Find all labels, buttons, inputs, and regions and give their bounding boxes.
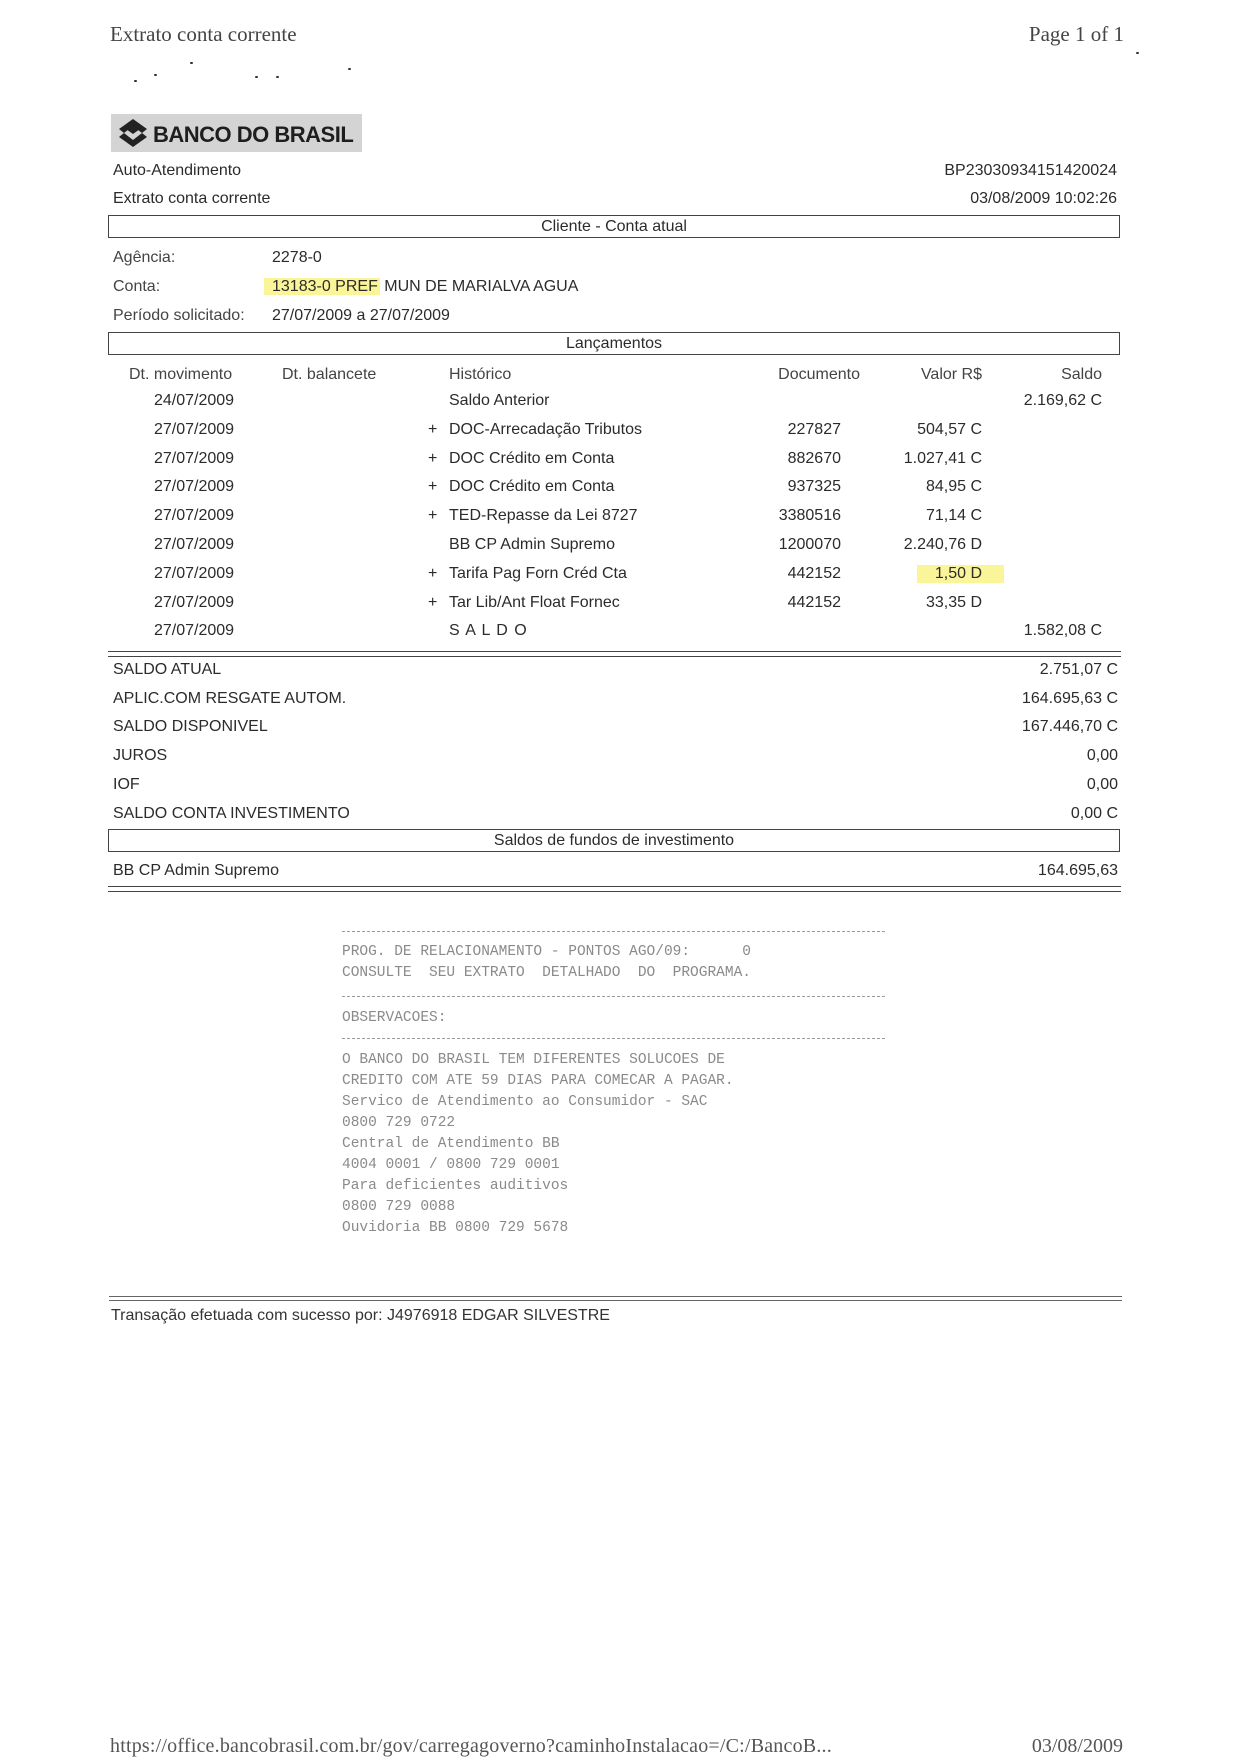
historico-cell: BB CP Admin Supremo: [449, 536, 616, 553]
dashed-separator: [342, 1038, 885, 1039]
statement-datetime: 03/08/2009 10:02:26: [970, 190, 1117, 207]
periodo-label: Período solicitado:: [113, 307, 245, 324]
table-row: [0, 565, 1248, 594]
scan-speck: [255, 76, 258, 78]
observacao-line: 0800 729 0088: [342, 1199, 456, 1215]
valor-cell: 2.240,76 D: [903, 536, 982, 553]
conta-value: [264, 278, 578, 296]
funds-section-header: Saldos de fundos de investimento: [108, 829, 1120, 852]
table-row: [0, 421, 1248, 450]
funds-divider: [108, 886, 1121, 892]
agencia-value: 2278-0: [272, 249, 322, 266]
dt-movimento-cell: 24/07/2009: [154, 392, 235, 409]
sign-cell: +: [428, 565, 438, 582]
summary-value: 0,00: [1086, 747, 1118, 764]
historico-cell: DOC Crédito em Conta: [449, 478, 615, 495]
print-footer-url: https://office.bancobrasil.com.br/gov/carregagoverno?caminhoInstalacao=/C:/BancoB...: [110, 1735, 832, 1757]
table-row: [0, 507, 1248, 536]
summary-value: 0,00: [1086, 776, 1118, 793]
print-footer-date: 03/08/2009: [1031, 1735, 1123, 1757]
sign-cell: +: [428, 450, 438, 467]
transaction-confirmation: Transação efetuada com sucesso por: J4976918 EDGAR SILVESTRE: [111, 1307, 610, 1324]
fund-name: BB CP Admin Supremo: [113, 862, 280, 879]
summary-label: SALDO CONTA INVESTIMENTO: [113, 805, 350, 822]
scan-speck: [154, 74, 157, 76]
observacao-line: O BANCO DO BRASIL TEM DIFERENTES SOLUCOES DE: [342, 1052, 725, 1068]
scan-speck: [1136, 52, 1139, 54]
summary-row: [0, 718, 1248, 746]
table-row: [0, 478, 1248, 507]
col-saldo: Saldo: [1061, 366, 1102, 383]
dashed-separator: [342, 996, 885, 997]
table-divider: [108, 651, 1121, 657]
bank-logo: [111, 114, 362, 152]
print-header-title: Extrato conta corrente: [110, 22, 297, 46]
col-valor: Valor R$: [920, 366, 982, 383]
historico-cell: DOC Crédito em Conta: [449, 450, 615, 467]
summary-row: [0, 747, 1248, 775]
table-row: [0, 622, 1248, 651]
observacao-line: 0800 729 0722: [342, 1115, 456, 1131]
saldo-cell: 2.169,62 C: [1023, 392, 1102, 409]
historico-cell: Tar Lib/Ant Float Fornec: [449, 594, 620, 611]
documento-cell: 3380516: [778, 507, 841, 524]
observacao-line: CREDITO COM ATE 59 DIAS PARA COMECAR A PAGAR.: [342, 1073, 734, 1089]
dt-movimento-cell: 27/07/2009: [154, 594, 235, 611]
observacao-line: Servico de Atendimento ao Consumidor - SAC: [342, 1094, 708, 1110]
observacao-line: Ouvidoria BB 0800 729 5678: [342, 1220, 569, 1236]
summary-value: 2.751,07 C: [1039, 661, 1118, 678]
observacao-line: 4004 0001 / 0800 729 0001: [342, 1157, 560, 1173]
documento-cell: 882670: [787, 450, 841, 467]
summary-value: 167.446,70 C: [1021, 718, 1118, 735]
col-documento: Documento: [778, 366, 860, 383]
dt-movimento-cell: 27/07/2009: [154, 622, 235, 639]
document-type: Extrato conta corrente: [113, 190, 271, 207]
scan-speck: [134, 80, 137, 82]
scan-speck: [190, 62, 193, 64]
historico-cell: DOC-Arrecadação Tributos: [449, 421, 642, 438]
service-title: Auto-Atendimento: [113, 162, 242, 179]
banco-do-brasil-logo-icon: [118, 118, 148, 148]
historico-cell: S A L D O: [449, 622, 528, 639]
valor-cell: 1,50 D: [917, 565, 1004, 583]
valor-cell: 504,57 C: [917, 421, 982, 438]
periodo-value: 27/07/2009 a 27/07/2009: [272, 307, 450, 324]
table-row: [0, 392, 1248, 421]
col-dt-movimento: Dt. movimento: [129, 366, 233, 383]
summary-value: 0,00 C: [1070, 805, 1118, 822]
conta-number: 13183-0 PREF: [264, 278, 380, 295]
dt-movimento-cell: 27/07/2009: [154, 565, 235, 582]
documento-cell: 1200070: [778, 536, 841, 553]
sign-cell: +: [428, 594, 438, 611]
saldo-cell: 1.582,08 C: [1023, 622, 1102, 639]
summary-label: SALDO ATUAL: [113, 661, 222, 678]
dt-movimento-cell: 27/07/2009: [154, 478, 235, 495]
observacao-line: Para deficientes auditivos: [342, 1178, 569, 1194]
summary-row: [0, 661, 1248, 689]
sign-cell: +: [428, 421, 438, 438]
summary-label: APLIC.COM RESGATE AUTOM.: [113, 690, 347, 707]
table-row: [0, 450, 1248, 479]
valor-cell: 84,95 C: [925, 478, 982, 495]
bank-logo-text: BANCO DO BRASIL: [153, 122, 354, 147]
program-line: PROG. DE RELACIONAMENTO - PONTOS AGO/09: 0: [342, 944, 751, 960]
footer-divider: [109, 1296, 1122, 1301]
conta-label: Conta:: [113, 278, 161, 295]
table-row: [0, 594, 1248, 623]
scan-speck: [276, 76, 279, 78]
historico-cell: TED-Repasse da Lei 8727: [449, 507, 638, 524]
print-header-page: Page 1 of 1: [1028, 22, 1124, 46]
historico-cell: Saldo Anterior: [449, 392, 550, 409]
program-line: CONSULTE SEU EXTRATO DETALHADO DO PROGRAMA.: [342, 965, 751, 981]
observacoes-label: OBSERVACOES:: [342, 1010, 447, 1026]
summary-value: 164.695,63 C: [1021, 690, 1118, 707]
documento-cell: 937325: [787, 478, 841, 495]
documento-cell: 227827: [787, 421, 841, 438]
summary-row: [0, 776, 1248, 804]
sign-cell: +: [428, 507, 438, 524]
valor-cell: 1.027,41 C: [903, 450, 982, 467]
client-section-header: Cliente - Conta atual: [108, 215, 1120, 238]
summary-label: JUROS: [113, 747, 168, 764]
scan-speck: [348, 68, 351, 70]
sign-cell: +: [428, 478, 438, 495]
agencia-label: Agência:: [113, 249, 176, 266]
summary-label: SALDO DISPONIVEL: [113, 718, 268, 735]
dt-movimento-cell: 27/07/2009: [154, 507, 235, 524]
dashed-separator: [342, 931, 885, 932]
col-historico: Histórico: [449, 366, 512, 383]
conta-name: MUN DE MARIALVA AGUA: [379, 278, 579, 295]
summary-row: [0, 690, 1248, 718]
col-dt-balancete: Dt. balancete: [282, 366, 377, 383]
dt-movimento-cell: 27/07/2009: [154, 536, 235, 553]
valor-cell: 33,35 D: [925, 594, 982, 611]
dt-movimento-cell: 27/07/2009: [154, 450, 235, 467]
observacao-line: Central de Atendimento BB: [342, 1136, 560, 1152]
table-row: [0, 536, 1248, 565]
lancamentos-section-header: Lançamentos: [108, 332, 1120, 355]
dt-movimento-cell: 27/07/2009: [154, 421, 235, 438]
historico-cell: Tarifa Pag Forn Créd Cta: [449, 565, 627, 582]
summary-label: IOF: [113, 776, 140, 793]
protocol-number: BP23030934151420024: [944, 162, 1117, 179]
fund-value: 164.695,63: [1037, 862, 1118, 879]
valor-cell: 71,14 C: [925, 507, 982, 524]
documento-cell: 442152: [787, 565, 841, 582]
documento-cell: 442152: [787, 594, 841, 611]
